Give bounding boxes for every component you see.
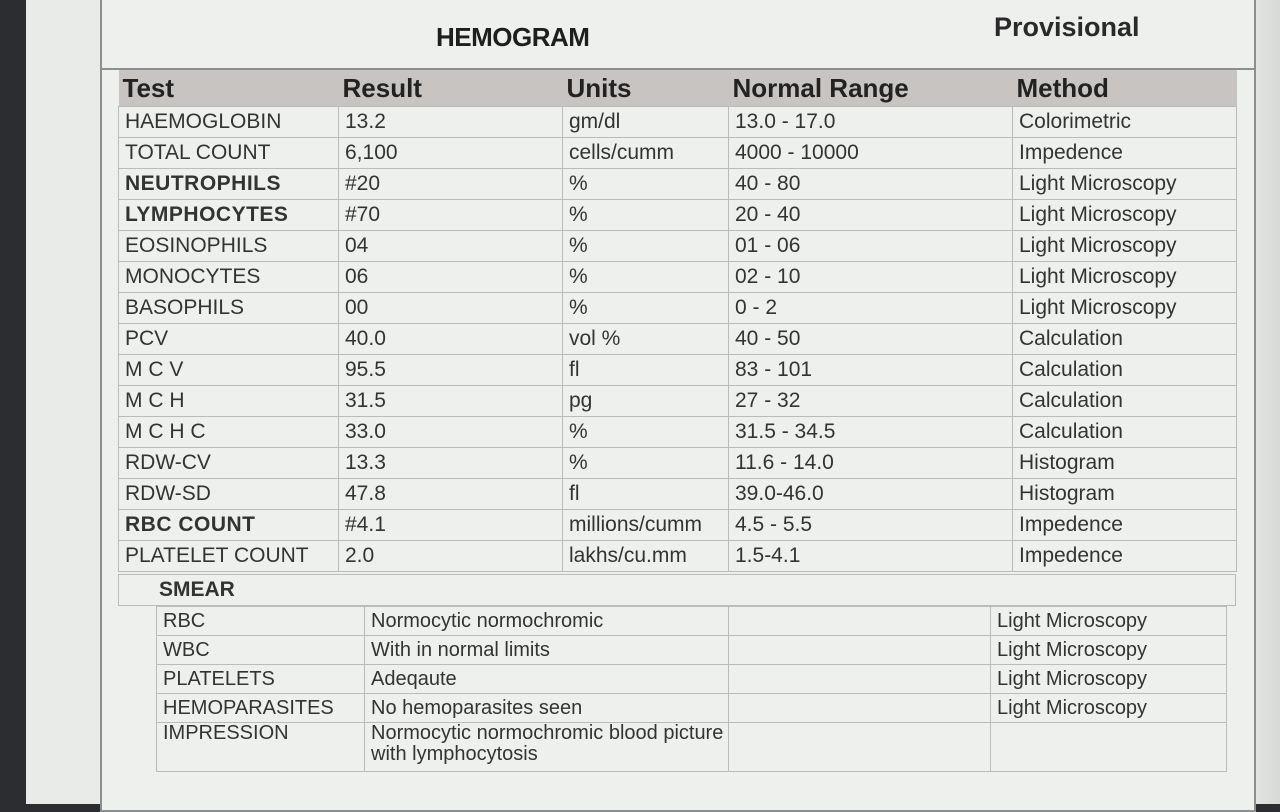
method-cell: Histogram (1013, 448, 1237, 479)
smear-value-cell: With in normal limits (365, 636, 729, 665)
test-name-cell: EOSINOPHILS (119, 231, 339, 262)
table-row (119, 107, 1237, 138)
test-name-cell: RDW-CV (119, 448, 339, 479)
column-header-result: Result (339, 70, 563, 107)
units-cell: millions/cumm (563, 510, 729, 541)
smear-row (157, 636, 1227, 665)
smear-label-cell: HEMOPARASITES (157, 694, 365, 723)
report-status: Provisional (994, 12, 1140, 42)
units-cell: % (563, 200, 729, 231)
units-cell: % (563, 169, 729, 200)
normal-range-cell: 40 - 80 (729, 169, 1013, 200)
test-name-cell: RBC COUNT (119, 510, 339, 541)
normal-range-cell: 27 - 32 (729, 386, 1013, 417)
smear-label-cell: IMPRESSION (157, 723, 365, 772)
method-cell: Light Microscopy (1013, 293, 1237, 324)
units-cell: fl (563, 355, 729, 386)
report-header (102, 0, 1254, 70)
test-name-cell: PLATELET COUNT (119, 541, 339, 572)
smear-value-cell: No hemoparasites seen (365, 694, 729, 723)
smear-empty-cell (729, 694, 991, 723)
smear-method-cell (991, 723, 1227, 772)
method-cell: Calculation (1013, 386, 1237, 417)
units-cell: fl (563, 479, 729, 510)
table-row (119, 355, 1237, 386)
normal-range-cell: 83 - 101 (729, 355, 1013, 386)
smear-row (157, 665, 1227, 694)
method-cell: Calculation (1013, 417, 1237, 448)
result-cell: 13.3 (339, 448, 563, 479)
units-cell: lakhs/cu.mm (563, 541, 729, 572)
smear-table (156, 606, 1227, 772)
result-cell: 47.8 (339, 479, 563, 510)
result-cell: 00 (339, 293, 563, 324)
smear-heading-table (118, 574, 1236, 606)
test-name-cell: M C V (119, 355, 339, 386)
method-cell: Histogram (1013, 479, 1237, 510)
method-cell: Colorimetric (1013, 107, 1237, 138)
units-cell: vol % (563, 324, 729, 355)
table-row (119, 138, 1237, 169)
smear-label-cell: PLATELETS (157, 665, 365, 694)
hemogram-report (100, 0, 1256, 812)
smear-method-cell: Light Microscopy (991, 636, 1227, 665)
method-cell: Impedence (1013, 138, 1237, 169)
smear-method-cell: Light Microscopy (991, 607, 1227, 636)
table-row (119, 448, 1237, 479)
smear-empty-cell (729, 607, 991, 636)
method-cell: Light Microscopy (1013, 169, 1237, 200)
smear-row (157, 694, 1227, 723)
smear-empty-cell (729, 636, 991, 665)
result-cell: #4.1 (339, 510, 563, 541)
method-cell: Light Microscopy (1013, 231, 1237, 262)
results-table (118, 70, 1237, 572)
smear-label-cell: RBC (157, 607, 365, 636)
result-cell: 40.0 (339, 324, 563, 355)
smear-method-cell: Light Microscopy (991, 694, 1227, 723)
column-header-normal-range: Normal Range (729, 70, 1013, 107)
normal-range-cell: 39.0-46.0 (729, 479, 1013, 510)
result-cell: #20 (339, 169, 563, 200)
results-section (118, 70, 1236, 772)
units-cell: % (563, 293, 729, 324)
test-name-cell: HAEMOGLOBIN (119, 107, 339, 138)
smear-label-cell: WBC (157, 636, 365, 665)
result-cell: 06 (339, 262, 563, 293)
smear-empty-cell (729, 665, 991, 694)
column-header-units: Units (563, 70, 729, 107)
result-cell: 04 (339, 231, 563, 262)
normal-range-cell: 02 - 10 (729, 262, 1013, 293)
method-cell: Calculation (1013, 355, 1237, 386)
test-name-cell: NEUTROPHILS (119, 169, 339, 200)
table-row (119, 479, 1237, 510)
smear-value-cell: Adeqaute (365, 665, 729, 694)
units-cell: % (563, 262, 729, 293)
test-name-cell: PCV (119, 324, 339, 355)
test-name-cell: BASOPHILS (119, 293, 339, 324)
test-name-cell: LYMPHOCYTES (119, 200, 339, 231)
table-row (119, 386, 1237, 417)
result-cell: 13.2 (339, 107, 563, 138)
smear-value-cell: Normocytic normochromic (365, 607, 729, 636)
table-row (119, 169, 1237, 200)
table-row (119, 200, 1237, 231)
method-cell: Impedence (1013, 541, 1237, 572)
smear-row (157, 723, 1227, 772)
test-name-cell: M C H (119, 386, 339, 417)
result-cell: 6,100 (339, 138, 563, 169)
test-name-cell: M C H C (119, 417, 339, 448)
normal-range-cell: 4000 - 10000 (729, 138, 1013, 169)
result-cell: 2.0 (339, 541, 563, 572)
result-cell: 33.0 (339, 417, 563, 448)
table-row (119, 231, 1237, 262)
test-name-cell: RDW-SD (119, 479, 339, 510)
normal-range-cell: 0 - 2 (729, 293, 1013, 324)
test-name-cell: TOTAL COUNT (119, 138, 339, 169)
normal-range-cell: 11.6 - 14.0 (729, 448, 1013, 479)
units-cell: % (563, 231, 729, 262)
method-cell: Calculation (1013, 324, 1237, 355)
table-row (119, 510, 1237, 541)
normal-range-cell: 31.5 - 34.5 (729, 417, 1013, 448)
method-cell: Impedence (1013, 510, 1237, 541)
result-cell: #70 (339, 200, 563, 231)
units-cell: % (563, 448, 729, 479)
normal-range-cell: 01 - 06 (729, 231, 1013, 262)
normal-range-cell: 13.0 - 17.0 (729, 107, 1013, 138)
normal-range-cell: 1.5-4.1 (729, 541, 1013, 572)
table-row (119, 324, 1237, 355)
normal-range-cell: 40 - 50 (729, 324, 1013, 355)
table-row (119, 417, 1237, 448)
smear-row (157, 607, 1227, 636)
method-cell: Light Microscopy (1013, 262, 1237, 293)
smear-heading-row (119, 575, 1236, 606)
smear-value-cell: Normocytic normochromic blood picture with lymphocytosis (365, 723, 729, 772)
table-row (119, 262, 1237, 293)
result-cell: 95.5 (339, 355, 563, 386)
normal-range-cell: 4.5 - 5.5 (729, 510, 1013, 541)
report-title: HEMOGRAM (436, 22, 590, 52)
smear-heading: SMEAR (119, 575, 1236, 606)
units-cell: % (563, 417, 729, 448)
units-cell: cells/cumm (563, 138, 729, 169)
method-cell: Light Microscopy (1013, 200, 1237, 231)
units-cell: gm/dl (563, 107, 729, 138)
result-cell: 31.5 (339, 386, 563, 417)
units-cell: pg (563, 386, 729, 417)
normal-range-cell: 20 - 40 (729, 200, 1013, 231)
table-header-row (119, 70, 1237, 107)
smear-method-cell: Light Microscopy (991, 665, 1227, 694)
table-row (119, 541, 1237, 572)
table-row (119, 293, 1237, 324)
column-header-test: Test (119, 70, 339, 107)
test-name-cell: MONOCYTES (119, 262, 339, 293)
smear-empty-cell (729, 723, 991, 772)
column-header-method: Method (1013, 70, 1237, 107)
